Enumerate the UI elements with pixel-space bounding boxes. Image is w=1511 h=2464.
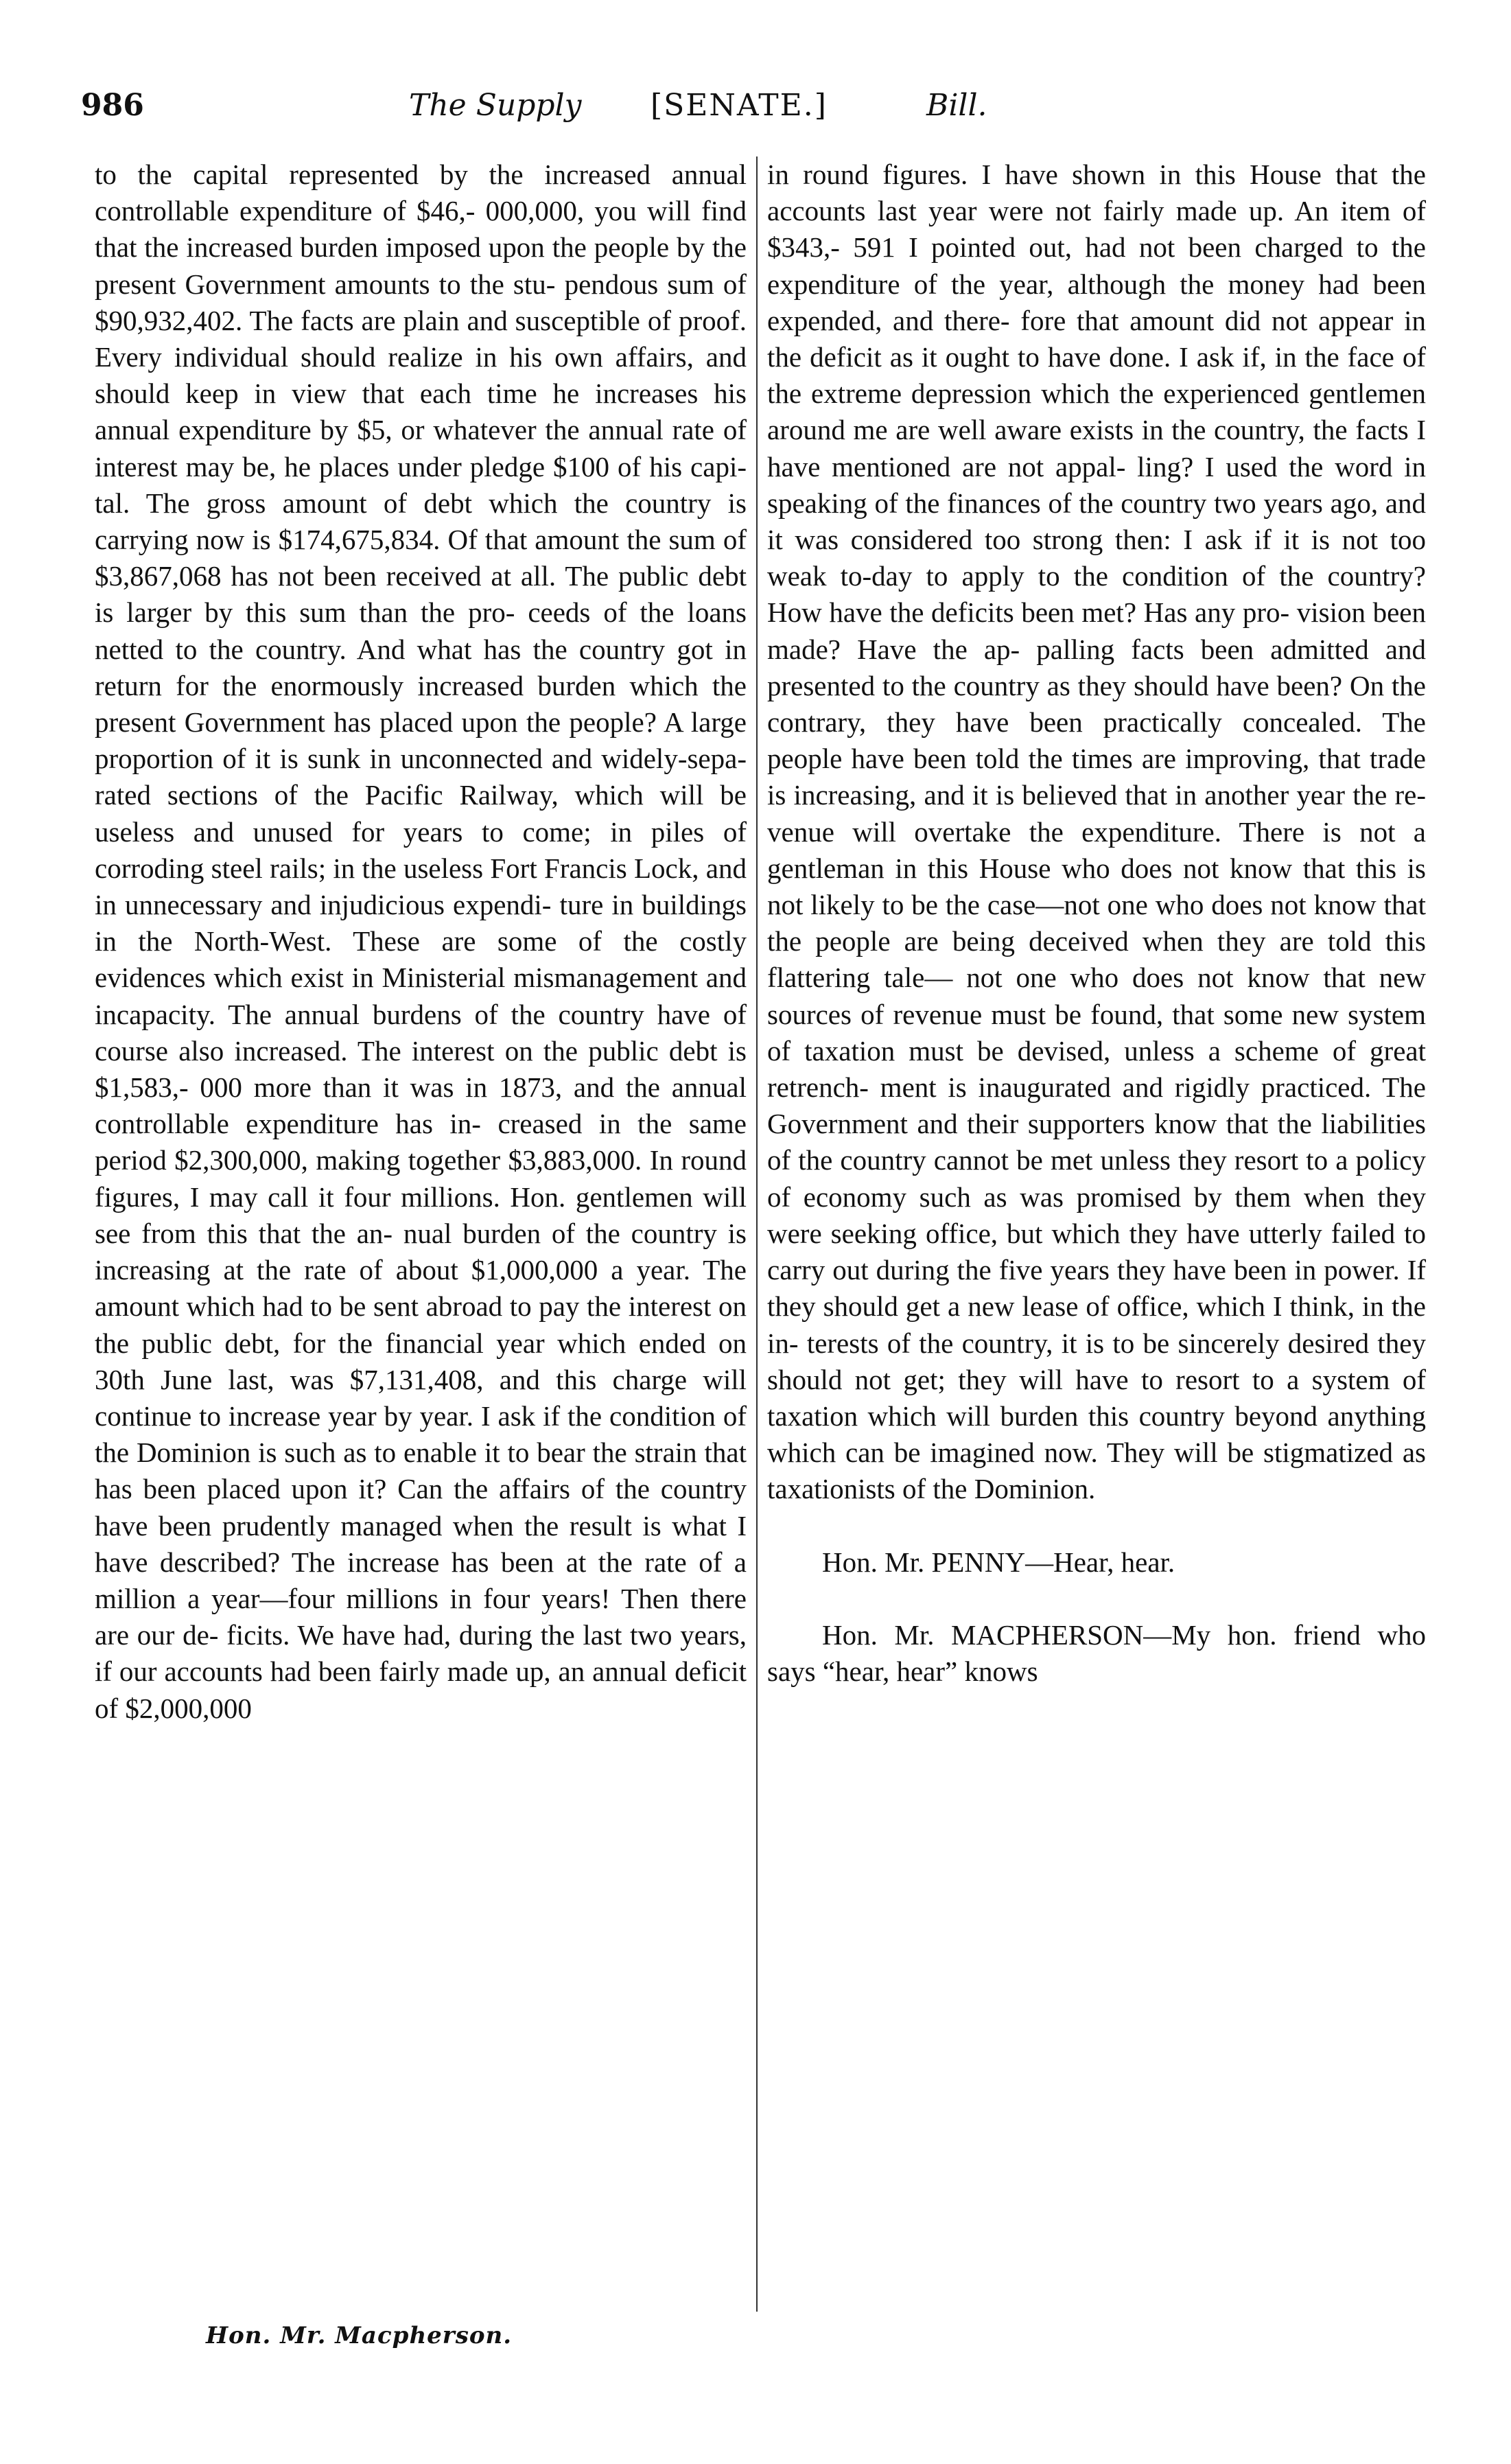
left-column-paragraph: to the capital represented by the increased annual controllable expenditure of $46,- 000,000, you will find that the increased burden imposed upon the people by the present Government amounts to the stu- pendous sum of $90,932,402. The facts are plain and susceptible of proof. Every individual should realize in his own affairs, and should keep in view that each time he increases his annual expenditure by $5, or whatever the annual rate of interest may be, he places under pledge $100 of his capi- tal. The gross amount of debt which the country is carrying now is $174,675,834. Of that amount the sum of $3,867,068 has not been received at all. The public debt is larger by this sum than the pro- ceeds of the loans netted to the country. And what has the country got in return for the enormously increased burden which the present Government has placed upon the people? A large proportion of it is sunk in unconnected and widely-sepa- rated sections of the Pacific Railway, which will be useless and unused for years to come; in piles of corroding steel rails; in the useless Fort Francis Lock, and in unnecessary and injudicious expendi- ture in buildings in the North-West. These are some of the costly evidences which exist in Ministerial mismanagement and incapacity. The annual burdens of the country have of course also increased. The interest on the public debt is $1,583,- 000 more than it was in 1873, and the annual controllable expenditure has in- creased in the same period $2,300,000, making together $3,883,000. In round figures, I may call it four millions. Hon. gentlemen will see from this that the an- nual burden of the country is increasing at the rate of about $1,000,000 a year. The amount which had to be sent abroad to pay the interest on the public debt, for the financial year which ended on 30th June last, was $7,131,408, and this charge will continue to increase year by year. I ask if the condition of the Dominion is such as to enable it to bear the strain that has been placed upon it? Can the affairs of the country have been prudently managed when the result is what I have described? The increase has been at the rate of a million a year—four millions in four years! Then there are our de- ficits. We have had, during the last two years, if our accounts had been fairly made up, an annual deficit of $2,000,000	[95, 159, 747, 1724]
page-footer-speaker: Hon. Mr. Macpherson.	[206, 2322, 513, 2349]
column-divider	[756, 156, 758, 2312]
running-subtitle: Bill.	[926, 88, 987, 123]
chamber-label: [SENATE.]	[651, 88, 828, 123]
speaker-interjection: Hon. Mr. PENNY—Hear, hear.	[822, 1546, 1175, 1578]
running-title: The Supply	[409, 88, 582, 123]
page-header	[81, 88, 1426, 143]
right-column-paragraph: in round figures. I have shown in this House that the accounts last year were not fairly made up. An item of $343,- 591 I pointed out, had not been charged to the expenditure of the year, although the money had been expended, and there- fore that amount did not appear in the deficit as it ought to have done. I ask if, in the face of the extreme depression which the experienced gentlemen around me are well aware exists in the country, the facts I have mentioned are not appal- ling? I used the word in speaking of the finances of the country two years ago, and it was considered too strong then: I ask if it is not too weak to-day to apply to the condition of the country? How have the deficits been met? Has any pro- vision been made? Have the ap- palling facts been admitted and presented to the country as they should have been? On the contrary, they have been practically concealed. The people have been told the times are improving, that trade is increasing, and it is believed that in another year the re- venue will overtake the expenditure. There is not a gentleman in this House who does not know that this is not likely to be the case—not one who does not know that the people are being deceived when they are told this flattering tale— not one who does not know that new sources of revenue must be found, that some new system of taxation must be devised, unless a scheme of great retrench- ment is inaugurated and rigidly practiced. The Government and their supporters know that the liabilities of the country cannot be met unless they resort to a policy of economy such as was promised by them when they were seeking office, but which they have utterly failed to carry out during the five years they have been in power. If they should get a new lease of office, which I think, in the in- terests of the country, it is to be sincerely desired they should not get; they will have to resort to a system of taxation which will burden this country beyond anything which can be imagined now. They will be stigmatized as taxationists of the Dominion.	[767, 159, 1426, 1505]
left-column	[95, 156, 747, 1727]
page-number: 986	[81, 88, 144, 123]
right-column	[767, 156, 1426, 1690]
speaker-continuation: Hon. Mr. MACPHERSON—My hon. friend who says “hear, hear” knows	[767, 1618, 1426, 1687]
